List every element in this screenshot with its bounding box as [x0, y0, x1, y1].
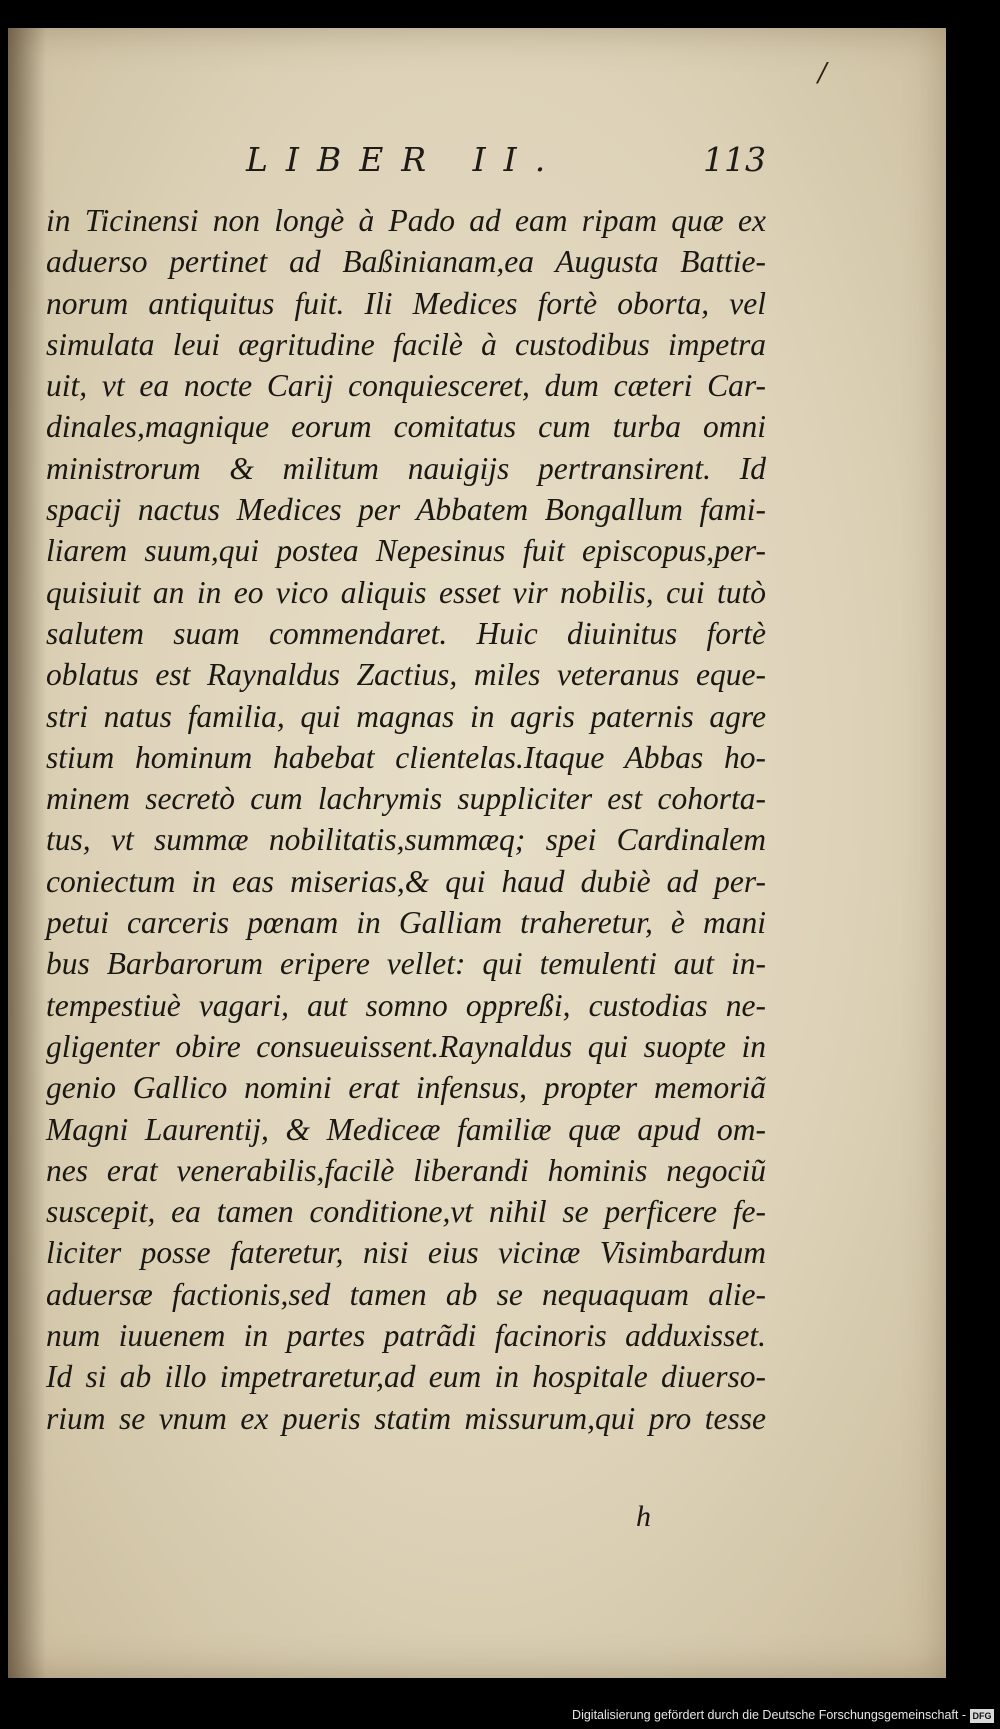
text-line: aduerso pertinet ad Baßinianam,ea Augusta Battie-	[46, 244, 766, 280]
text-line: ministrorum & militum nauigijs pertransirent. Id	[46, 450, 766, 486]
dfg-logo: DFG	[970, 1709, 994, 1723]
margin-mark: /	[818, 58, 827, 88]
text-line: minem secretò cum lachrymis suppliciter est cohorta-	[46, 781, 766, 817]
text-line: stium hominum habebat clientelas.Itaque Abbas ho-	[46, 739, 766, 775]
text-line: genio Gallico nomini erat infensus, propter memoriã	[46, 1070, 766, 1106]
text-line: Id si ab illo impetraretur,ad eum in hospitale diuerso-	[46, 1359, 766, 1395]
running-head: LIBER II.	[246, 140, 564, 179]
text-line: uit, vt ea nocte Carij conquiesceret, dum cæteri Car-	[46, 368, 766, 404]
text-line: dinales,magnique eorum comitatus cum turba omni	[46, 409, 766, 445]
text-line: bus Barbarorum eripere vellet: qui temulenti aut in-	[46, 946, 766, 982]
book-page	[8, 28, 946, 1678]
text-line: rium se vnum ex pueris statim missurum,qui pro tesse	[46, 1400, 766, 1436]
text-line: aduersæ factionis,sed tamen ab se nequaquam alie-	[46, 1276, 766, 1312]
page-number: 113	[703, 140, 766, 179]
text-line: num iuuenem in partes patrãdi facinoris adduxisset.	[46, 1318, 766, 1354]
text-line: tempestiuè vagari, aut somno oppreßi, custodias ne-	[46, 987, 766, 1023]
text-line: nes erat venerabilis,facilè liberandi hominis negociũ	[46, 1152, 766, 1188]
text-line: in Ticinensi non longè à Pado ad eam ripam quæ ex	[46, 203, 766, 238]
footer-bar	[0, 1704, 1000, 1729]
text-line: liarem suum,qui postea Nepesinus fuit episcopus,per-	[46, 533, 766, 569]
text-line: salutem suam commendaret. Huic diuinitus fortè	[46, 615, 766, 651]
text-line: quisiuit an in eo vico aliquis esset vir nobilis, cui tutò	[46, 574, 766, 610]
signature-mark: h	[636, 1500, 651, 1533]
text-line: spacij nactus Medices per Abbatem Bongallum fami-	[46, 492, 766, 528]
text-line: oblatus est Raynaldus Zactius, miles veteranus eque-	[46, 657, 766, 693]
body-text	[46, 200, 766, 1439]
text-line: tus, vt summæ nobilitatis,summæq; spei Cardinalem	[46, 822, 766, 858]
text-line: stri natus familia, qui magnas in agris paternis agre	[46, 698, 766, 734]
text-line: petui carceris pœnam in Galliam traheretur, è mani	[46, 905, 766, 941]
text-line: Magni Laurentij, & Mediceæ familiæ quæ apud om-	[46, 1111, 766, 1147]
text-line: coniectum in eas miserias,& qui haud dubiè ad per-	[46, 863, 766, 899]
footer-credit: Digitalisierung gefördert durch die Deutsche Forschungsgemeinschaft -	[572, 1708, 966, 1722]
text-line: simulata leui ægritudine facilè à custodibus impetra	[46, 326, 766, 362]
text-line: liciter posse fateretur, nisi eius vicinæ Visimbardum	[46, 1235, 766, 1271]
text-line: norum antiquitus fuit. Ili Medices fortè oborta, vel	[46, 285, 766, 321]
text-line: gligenter obire consueuissent.Raynaldus qui suopte in	[46, 1028, 766, 1064]
gutter-shadow	[8, 28, 46, 1678]
text-line: suscepit, ea tamen conditione,vt nihil se perficere fe-	[46, 1194, 766, 1230]
